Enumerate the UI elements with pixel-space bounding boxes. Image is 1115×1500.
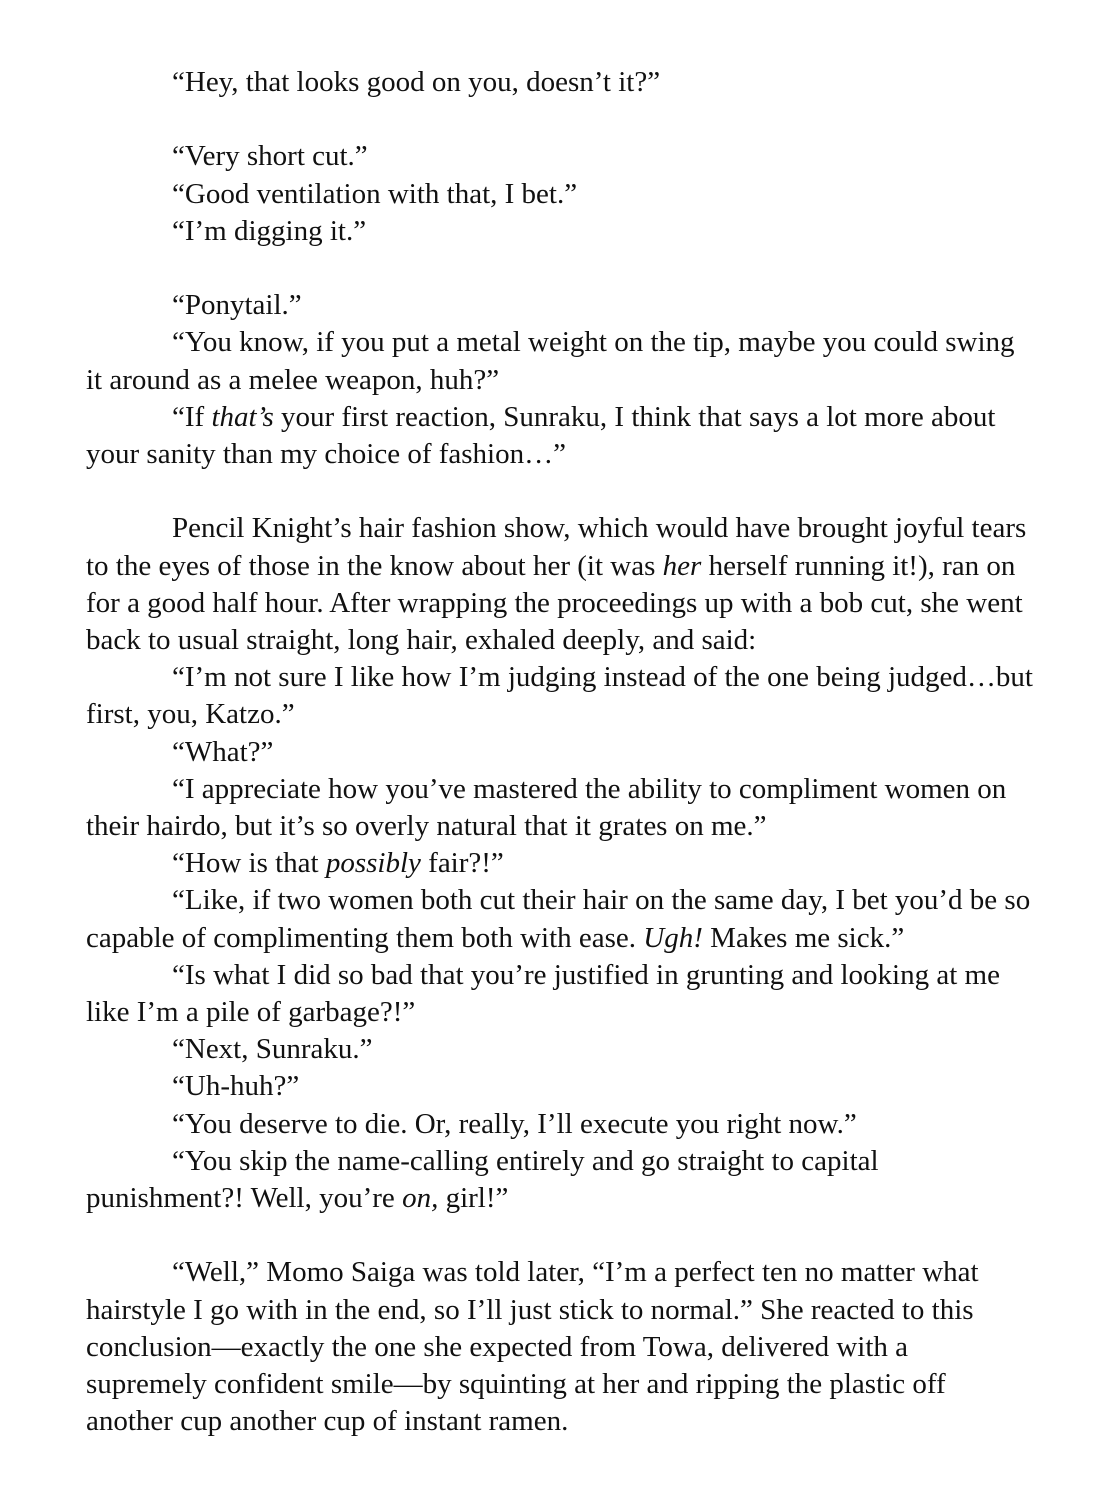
paragraph-break xyxy=(86,1217,1034,1254)
text-run: “Is what I did so bad that you’re justified in grunting and looking at me like I’m a pile of garbage?!” xyxy=(86,958,1000,1029)
paragraph-break xyxy=(86,473,1034,510)
paragraph xyxy=(86,957,1034,1031)
text-run: “You deserve to die. Or, really, I’ll execute you right now.” xyxy=(172,1107,857,1140)
text-run: “Well,” Momo Saiga was told later, “I’m a perfect ten no matter what hairstyle I go with in the end, so I’ll just stick to normal.” She reacted to this conclusion—exactly the one she expected from Towa, delivered with a supremely confident smile—by squinting at her and ripping the plastic off another cup another cup of instant ramen. xyxy=(86,1256,979,1438)
paragraph xyxy=(86,734,1034,771)
paragraph xyxy=(86,138,1034,175)
italic-text: on, xyxy=(402,1182,439,1215)
body-text xyxy=(86,64,1034,1440)
paragraph xyxy=(86,1031,1034,1068)
text-run: “You know, if you put a metal weight on the tip, maybe you could swing it around as a melee weapon, huh?” xyxy=(86,326,1015,396)
text-run: “Uh-huh?” xyxy=(172,1070,300,1103)
paragraph xyxy=(86,1068,1034,1105)
paragraph xyxy=(86,64,1034,101)
text-run: Pencil Knight’s hair fashion show, which would have brought joyful tears to the eyes of those in the know about her (it was xyxy=(86,512,1027,582)
paragraph xyxy=(86,176,1034,213)
text-run: “Good ventilation with that, I bet.” xyxy=(172,177,578,210)
text-run: “Ponytail.” xyxy=(172,289,302,322)
italic-text: possibly xyxy=(325,847,421,880)
paragraph xyxy=(86,1106,1034,1143)
text-run: fair?!” xyxy=(420,847,504,880)
paragraph xyxy=(86,882,1034,956)
text-run: “Very short cut.” xyxy=(172,140,368,173)
text-run: “How is that xyxy=(172,847,326,880)
paragraph xyxy=(86,1254,1034,1440)
paragraph xyxy=(86,771,1034,845)
text-run: “Hey, that looks good on you, doesn’t it?” xyxy=(172,66,661,98)
text-run: “If xyxy=(172,400,212,433)
italic-text: that’s xyxy=(211,400,274,433)
text-run: Makes me sick.” xyxy=(702,921,905,954)
italic-text: Ugh! xyxy=(643,921,703,954)
paragraph xyxy=(86,845,1034,882)
paragraph xyxy=(86,1143,1034,1217)
paragraph xyxy=(86,324,1034,398)
paragraph-break xyxy=(86,101,1034,138)
text-run: “I’m digging it.” xyxy=(172,214,367,247)
italic-text: her xyxy=(662,549,702,582)
text-run: girl!” xyxy=(438,1182,509,1215)
paragraph xyxy=(86,287,1034,324)
paragraph xyxy=(86,399,1034,473)
paragraph xyxy=(86,659,1034,733)
text-run: your first reaction, Sunraku, I think that says a lot more about your sanity than my choice of fashion…” xyxy=(86,400,996,470)
text-run: “Like, if two women both cut their hair on the same day, I bet you’d be so capable of complimenting them both with ease. xyxy=(86,884,1031,954)
text-run: “I appreciate how you’ve mastered the ability to compliment women on their hairdo, but it’s so overly natural that it grates on me.” xyxy=(86,772,1007,843)
paragraph xyxy=(86,510,1034,659)
text-run: “I’m not sure I like how I’m judging instead of the one being judged…but first, you, Katzo.” xyxy=(86,661,1033,731)
text-run: “What?” xyxy=(172,735,274,768)
paragraph xyxy=(86,213,1034,250)
text-run: “You skip the name-calling entirely and go straight to capital punishment?! Well, you’re xyxy=(86,1144,879,1215)
text-run: “Next, Sunraku.” xyxy=(172,1033,373,1066)
paragraph-break xyxy=(86,250,1034,287)
text-run: herself running it!), ran on for a good half hour. After wrapping the proceedings up with a bob cut, she went back to usual straight, long hair, exhaled deeply, and said: xyxy=(86,549,1023,656)
